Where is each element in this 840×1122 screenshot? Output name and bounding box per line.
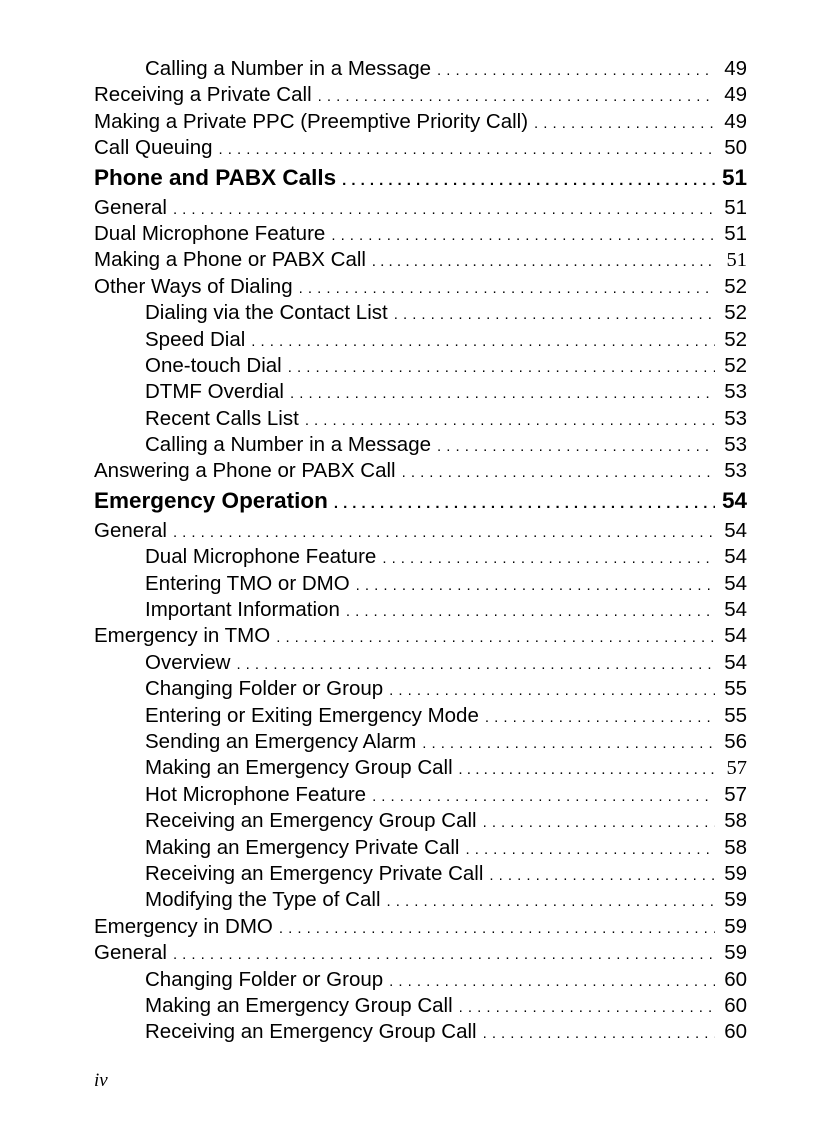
- toc-entry-page: 54: [724, 624, 747, 648]
- dot-leader: [402, 464, 715, 481]
- toc-entry-page: 58: [724, 835, 747, 859]
- dot-leader: [372, 254, 715, 271]
- dot-leader: [483, 814, 715, 831]
- toc-entry-page: 59: [724, 914, 747, 938]
- toc-entry[interactable]: [94, 407, 747, 433]
- toc-entry-title: Hot Microphone Feature: [145, 782, 367, 806]
- toc-entry-title: Receiving a Private Call: [94, 83, 312, 107]
- dot-leader: [465, 841, 715, 858]
- toc-entry-title: Making a Private PPC (Preemptive Priority Call): [94, 109, 529, 133]
- dot-leader: [389, 973, 715, 990]
- dot-leader: [236, 656, 715, 673]
- toc-entry-title: Changing Folder or Group: [145, 967, 384, 991]
- dot-leader: [356, 577, 715, 594]
- toc-entry-title: Receiving an Emergency Group Call: [145, 1020, 477, 1044]
- toc-entry-title: Phone and PABX Calls: [94, 164, 337, 190]
- toc-entry[interactable]: [94, 196, 747, 222]
- toc-entry-page: 49: [724, 57, 747, 80]
- toc-entry[interactable]: [94, 651, 747, 677]
- toc-entry[interactable]: [94, 275, 747, 301]
- dot-leader: [459, 762, 715, 779]
- toc-entry[interactable]: [94, 301, 747, 327]
- toc-entry[interactable]: [94, 519, 747, 545]
- toc-entry[interactable]: [94, 1020, 747, 1046]
- toc-entry-page: 54: [724, 545, 747, 569]
- toc-entry-title: Answering a Phone or PABX Call: [94, 459, 396, 483]
- toc-entry-page: 49: [724, 109, 747, 133]
- toc-entry-title: Dialing via the Contact List: [145, 301, 388, 325]
- toc-entry-title: Entering or Exiting Emergency Mode: [145, 703, 479, 727]
- toc-entry-page: 52: [724, 301, 747, 325]
- toc-entry[interactable]: [94, 888, 747, 914]
- toc-entry-title: Making an Emergency Group Call: [145, 756, 453, 780]
- toc-entry-title: Calling a Number in a Message: [145, 433, 431, 457]
- toc-entry[interactable]: [94, 248, 747, 274]
- toc-entry-page: 59: [724, 941, 747, 965]
- dot-leader: [331, 227, 715, 244]
- dot-leader: [334, 495, 715, 512]
- toc-entry[interactable]: [94, 598, 747, 624]
- dot-leader: [288, 359, 715, 376]
- toc-entry[interactable]: [94, 862, 747, 888]
- toc-entry-page: 52: [724, 327, 747, 351]
- toc-entry-page: 53: [724, 459, 747, 483]
- toc-entry-title: Dual Microphone Feature: [145, 545, 377, 569]
- toc-entry-title: Receiving an Emergency Group Call: [145, 809, 477, 833]
- toc-entry[interactable]: [94, 809, 747, 835]
- toc-entry-page: 55: [724, 703, 747, 727]
- toc-entry-page: 60: [724, 993, 747, 1017]
- page-number: iv: [94, 1070, 108, 1091]
- toc-entry[interactable]: [94, 83, 747, 109]
- dot-leader: [346, 603, 715, 620]
- toc-entry-page: 59: [724, 888, 747, 912]
- dot-leader: [534, 115, 715, 132]
- toc-entry[interactable]: [94, 459, 747, 485]
- toc-entry-title: Speed Dial: [145, 327, 246, 351]
- toc-chapter-entry[interactable]: [94, 163, 747, 196]
- toc-entry-page: 51: [721, 164, 747, 190]
- toc-entry-title: Calling a Number in a Message: [145, 57, 431, 80]
- toc-entry[interactable]: [94, 380, 747, 406]
- dot-leader: [489, 867, 715, 884]
- toc-entry[interactable]: [94, 136, 747, 162]
- toc-entry-page: 51: [724, 221, 747, 245]
- toc-entry-page: 60: [724, 1020, 747, 1044]
- dot-leader: [485, 709, 715, 726]
- toc-entry[interactable]: [94, 545, 747, 571]
- toc-entry-page: 58: [724, 809, 747, 833]
- toc-entry-page: 55: [724, 677, 747, 701]
- toc-entry-page: 54: [724, 598, 747, 622]
- toc-entry[interactable]: [94, 915, 747, 941]
- toc-entry-page: 49: [724, 83, 747, 107]
- toc-entry-title: Emergency Operation: [94, 487, 328, 513]
- toc-entry-title: General: [94, 518, 167, 542]
- toc-entry-title: Emergency in TMO: [94, 624, 271, 648]
- toc-entry-title: Entering TMO or DMO: [145, 571, 350, 595]
- toc-entry-title: DTMF Overdial: [145, 380, 284, 404]
- toc-entry-title: Making an Emergency Group Call: [145, 993, 453, 1017]
- dot-leader: [394, 306, 715, 323]
- toc-chapter-entry[interactable]: [94, 486, 747, 519]
- dot-leader: [173, 524, 715, 541]
- toc-entry-title: Sending an Emergency Alarm: [145, 729, 417, 753]
- toc-entry[interactable]: [94, 624, 747, 650]
- toc-entry-page: 56: [724, 729, 747, 753]
- toc-entry-page: 54: [721, 487, 747, 513]
- toc-entry-title: Call Queuing: [94, 136, 213, 160]
- toc-entry-page: 50: [724, 136, 747, 160]
- toc-entry-title: Emergency in DMO: [94, 914, 273, 938]
- dot-leader: [387, 893, 716, 910]
- dot-leader: [219, 141, 715, 158]
- toc-entry-title: Making a Phone or PABX Call: [94, 248, 366, 272]
- toc-entry[interactable]: [94, 433, 747, 459]
- toc-entry-page: 53: [724, 433, 747, 457]
- dot-leader: [437, 438, 715, 455]
- dot-leader: [483, 1025, 715, 1042]
- dot-leader: [422, 735, 715, 752]
- toc-entry-page: 54: [724, 518, 747, 542]
- dot-leader: [305, 412, 715, 429]
- toc-entry-title: Recent Calls List: [145, 406, 299, 430]
- toc-entry[interactable]: [94, 222, 747, 248]
- toc-entry-title: Important Information: [145, 598, 340, 622]
- toc-entry-title: Overview: [145, 650, 231, 674]
- toc-entry[interactable]: [94, 968, 747, 994]
- toc-entry[interactable]: [94, 328, 747, 354]
- dot-leader: [318, 88, 715, 105]
- toc-entry[interactable]: [94, 941, 747, 967]
- toc-entry[interactable]: [94, 704, 747, 730]
- dot-leader: [290, 385, 715, 402]
- toc-entry[interactable]: [94, 354, 747, 380]
- toc-entry-page: 53: [724, 380, 747, 404]
- toc-entry-page: 51: [724, 195, 747, 219]
- toc-entry[interactable]: [94, 677, 747, 703]
- toc-entry-page: 59: [724, 861, 747, 885]
- toc-entry[interactable]: [94, 783, 747, 809]
- toc-entry-title: Receiving an Emergency Private Call: [145, 861, 484, 885]
- toc-entry-title: Making an Emergency Private Call: [145, 835, 460, 859]
- dot-leader: [279, 920, 715, 937]
- table-of-contents: [94, 57, 747, 1047]
- dot-leader: [459, 999, 715, 1016]
- toc-entry-title: One-touch Dial: [145, 353, 282, 377]
- dot-leader: [342, 172, 715, 189]
- toc-entry-page: 54: [724, 650, 747, 674]
- toc-entry-page: 60: [724, 967, 747, 991]
- toc-entry[interactable]: [94, 730, 747, 756]
- toc-entry-page: 51: [726, 249, 747, 272]
- toc-entry-title: Other Ways of Dialing: [94, 274, 293, 298]
- toc-entry-page: 54: [724, 571, 747, 595]
- toc-entry-page: 57: [726, 757, 747, 780]
- dot-leader: [251, 333, 715, 350]
- toc-entry-page: 52: [724, 274, 747, 298]
- toc-entry-title: General: [94, 195, 167, 219]
- dot-leader: [382, 550, 715, 567]
- dot-leader: [173, 201, 715, 218]
- dot-leader: [389, 682, 715, 699]
- toc-entry-page: 53: [724, 406, 747, 430]
- toc-entry[interactable]: [94, 756, 747, 782]
- dot-leader: [372, 788, 715, 805]
- toc-entry[interactable]: [94, 994, 747, 1020]
- toc-entry-page: 52: [724, 353, 747, 377]
- toc-entry[interactable]: [94, 110, 747, 136]
- toc-entry[interactable]: [94, 836, 747, 862]
- toc-entry-page: 57: [724, 782, 747, 806]
- toc-entry[interactable]: [94, 572, 747, 598]
- toc-entry-title: General: [94, 941, 167, 965]
- dot-leader: [299, 280, 715, 297]
- toc-entry[interactable]: [94, 57, 747, 83]
- dot-leader: [276, 629, 715, 646]
- toc-entry-title: Modifying the Type of Call: [145, 888, 381, 912]
- toc-entry-title: Changing Folder or Group: [145, 677, 384, 701]
- dot-leader: [173, 946, 715, 963]
- dot-leader: [437, 62, 715, 79]
- toc-entry-title: Dual Microphone Feature: [94, 221, 326, 245]
